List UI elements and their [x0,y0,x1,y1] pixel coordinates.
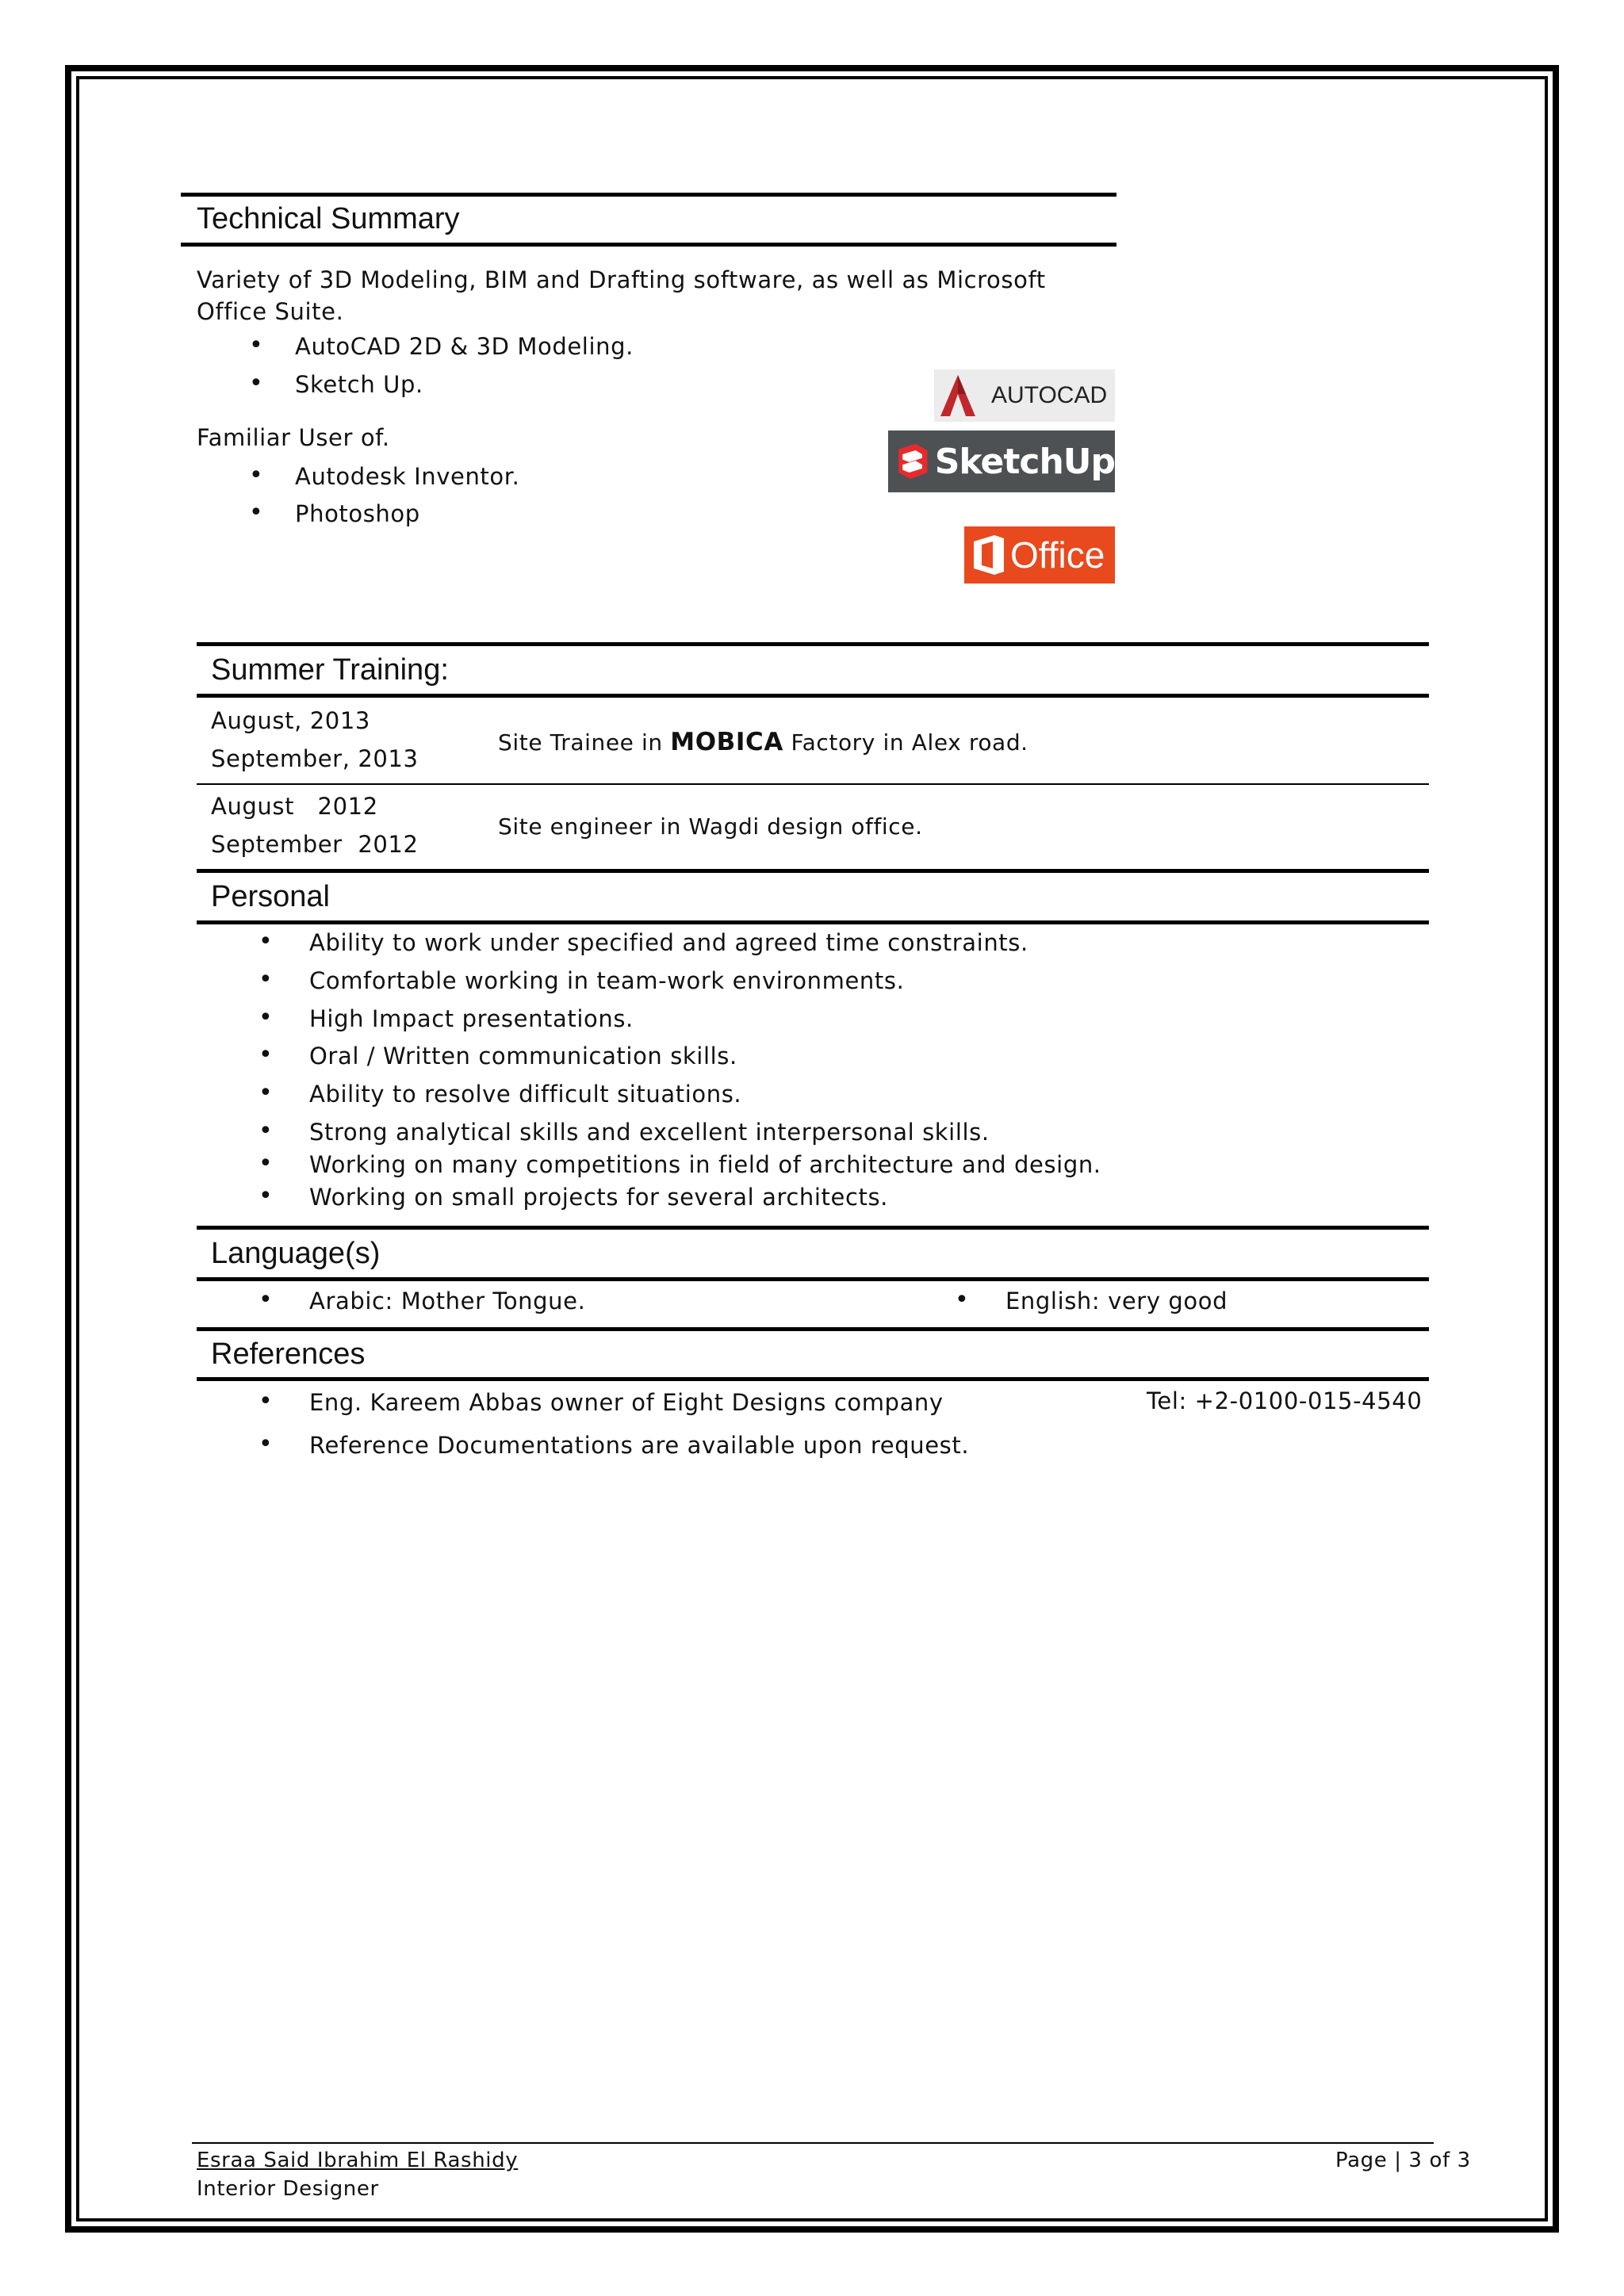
sketchup-logo [888,430,1115,492]
autocad-logo-text: AUTOCAD [991,382,1108,408]
technical-summary-heading: Technical Summary [181,193,1116,247]
personal-item: Working on small projects for several architects. [309,1184,888,1211]
bullet-icon: • [259,1150,273,1177]
familiar-label: Familiar User of. [197,424,390,451]
sketchup-logo-text: SketchUp [934,441,1115,482]
bullet-icon: • [259,1430,273,1458]
footer-name: Esraa Said Ibrahim El Rashidy [197,2149,519,2172]
language-item: Arabic: Mother Tongue. [309,1288,586,1314]
footer-title: Interior Designer [197,2177,379,2201]
personal-item: Oral / Written communication skills. [309,1043,737,1070]
training-description [498,728,1028,756]
bullet-icon: • [249,499,263,526]
bullet-icon: • [249,369,263,397]
training-row-divider [197,783,1429,785]
skill-item: AutoCAD 2D & 3D Modeling. [295,333,634,360]
training-date-from: August 2012 [211,793,378,820]
reference-item: Eng. Kareem Abbas owner of Eight Designs company [309,1389,944,1416]
personal-item: Working on many competitions in field of architecture and design. [309,1151,1101,1178]
office-logo-text: Office [1010,534,1105,576]
autocad-a-icon [939,373,977,418]
personal-item: Strong analytical skills and excellent interpersonal skills. [309,1119,990,1146]
references-heading: References [197,1327,1429,1381]
summer-training-heading: Summer Training: [197,642,1429,698]
training-date-to: September 2012 [211,831,419,858]
training-desc-post: Factory in Alex road. [791,729,1028,756]
reference-item: Reference Documentations are available upon request. [309,1432,970,1459]
bullet-icon: • [259,1079,273,1107]
sketchup-cube-icon [896,438,930,484]
personal-heading: Personal [197,869,1429,924]
bullet-icon: • [259,1182,273,1210]
languages-heading: Language(s) [197,1226,1429,1281]
technical-summary-intro-line2: Office Suite. [197,298,344,325]
footer-page-number: Page | 3 of 3 [1335,2149,1471,2172]
personal-item: Ability to resolve difficult situations. [309,1081,742,1108]
technical-summary-intro-line1: Variety of 3D Modeling, BIM and Drafting software, as well as Microsoft [197,266,1046,293]
training-date-to: September, 2013 [211,745,419,772]
bullet-icon: • [249,461,263,489]
familiar-item: Photoshop [295,500,420,527]
footer-divider [192,2142,1434,2144]
autocad-logo [934,369,1115,422]
office-logo [964,526,1115,584]
bullet-icon: • [259,1004,273,1031]
bullet-icon: • [259,966,273,993]
skill-item: Sketch Up. [295,371,423,398]
bullet-icon: • [259,1286,273,1314]
bullet-icon: • [259,928,273,955]
training-description: Site engineer in Wagdi design office. [498,813,923,840]
familiar-item: Autodesk Inventor. [295,463,520,490]
reference-tel: Tel: +2-0100-015-4540 [1147,1387,1423,1414]
personal-item: Comfortable working in team-work environments. [309,967,905,994]
bullet-icon: • [259,1041,273,1069]
training-company: MOBICA [670,728,783,756]
bullet-icon: • [259,1117,273,1145]
bullet-icon: • [249,331,263,359]
personal-item: Ability to work under specified and agreed time constraints. [309,929,1028,956]
bullet-icon: • [259,1387,273,1415]
language-item: English: very good [1005,1288,1228,1314]
office-door-icon [972,534,1005,576]
training-date-from: August, 2013 [211,707,370,734]
personal-item: High Impact presentations. [309,1005,634,1032]
bullet-icon: • [955,1286,969,1314]
training-desc-pre: Site Trainee in [498,729,663,756]
